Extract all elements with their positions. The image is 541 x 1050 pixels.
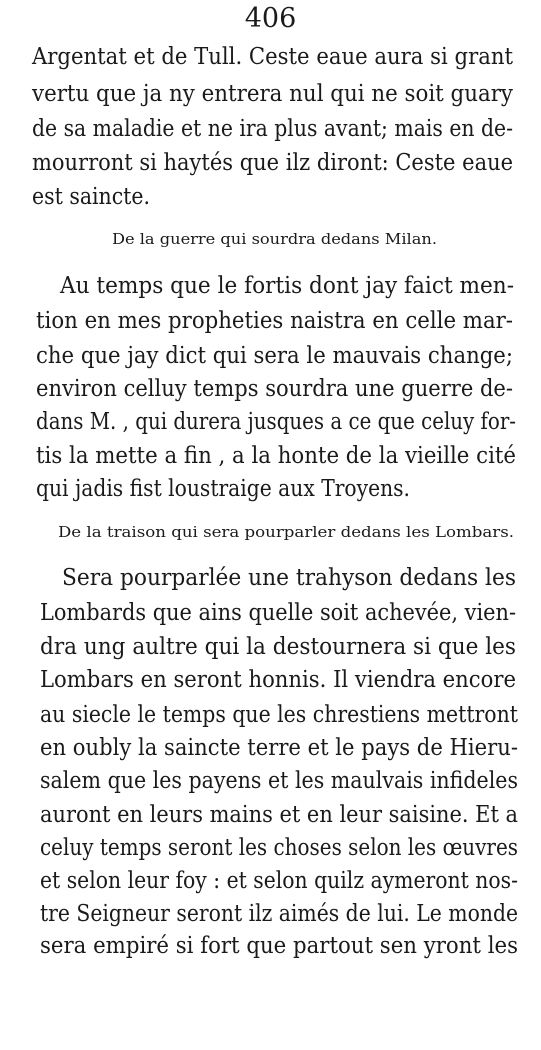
paragraph-1-line-5: est saincte.: [32, 184, 150, 210]
paragraph-2-line-3: che que jay dict qui sera le mauvais change;: [36, 343, 514, 369]
paragraph-3-line-3: dra ung aultre qui la destournera si que les: [40, 634, 517, 660]
paragraph-1-line-1: Argentat et de Tull. Ceste eaue aura si grant: [32, 44, 513, 70]
paragraph-3-line-8: auront en leurs mains et en leur saisine. Et a: [40, 802, 519, 828]
paragraph-3-line-11: tre Seigneur seront ilz aimés de lui. Le monde: [40, 901, 519, 927]
paragraph-1-line-3: de sa maladie et ne ira plus avant; mais en de-: [32, 116, 514, 142]
paragraph-3-line-2: Lombards que ains quelle soit achevée, vien-: [40, 600, 517, 626]
paragraph-2-line-6: tis la mette a fin , a la honte de la vieille cité: [36, 443, 516, 469]
paragraph-3-line-7: salem que les payens et les maulvais infideles: [40, 768, 518, 794]
paragraph-3-line-6: en oubly la saincte terre et le pays de Hieru-: [40, 735, 518, 761]
paragraph-2-line-5: dans M. , qui durera jusques a ce que celuy for-: [36, 409, 517, 435]
paragraph-2-line-4: environ celluy temps sourdra une guerre de-: [36, 376, 514, 402]
page-number: 406: [244, 3, 297, 34]
section-heading-lombars: De la traison qui sera pourparler dedans les Lombars.: [58, 523, 515, 541]
paragraph-2-line-7: qui jadis fist loustraige aux Troyens.: [36, 476, 411, 502]
paragraph-1-line-4: mourront si haytés que ilz diront: Ceste eaue: [32, 150, 514, 176]
paragraph-2-line-1: Au temps que le fortis dont jay faict men-: [60, 273, 515, 299]
paragraph-3-line-5: au siecle le temps que les chrestiens mettront: [40, 702, 518, 728]
paragraph-3-line-4: Lombars en seront honnis. Il viendra encore: [40, 667, 516, 693]
paragraph-3-line-9: celuy temps seront les choses selon les œuvres: [40, 835, 519, 861]
paragraph-3-line-12: sera empiré si fort que partout sen yront les: [40, 933, 519, 959]
section-heading-milan: De la guerre qui sourdra dedans Milan.: [112, 230, 438, 248]
paragraph-3-line-1: Sera pourparlée une trahyson dedans les: [62, 565, 517, 591]
paragraph-2-line-2: tion en mes propheties naistra en celle mar-: [36, 308, 513, 334]
paragraph-1-line-2: vertu que ja ny entrera nul qui ne soit guary: [32, 81, 513, 107]
paragraph-3-line-10: et selon leur foy : et selon quilz aymeront nos-: [40, 868, 519, 894]
